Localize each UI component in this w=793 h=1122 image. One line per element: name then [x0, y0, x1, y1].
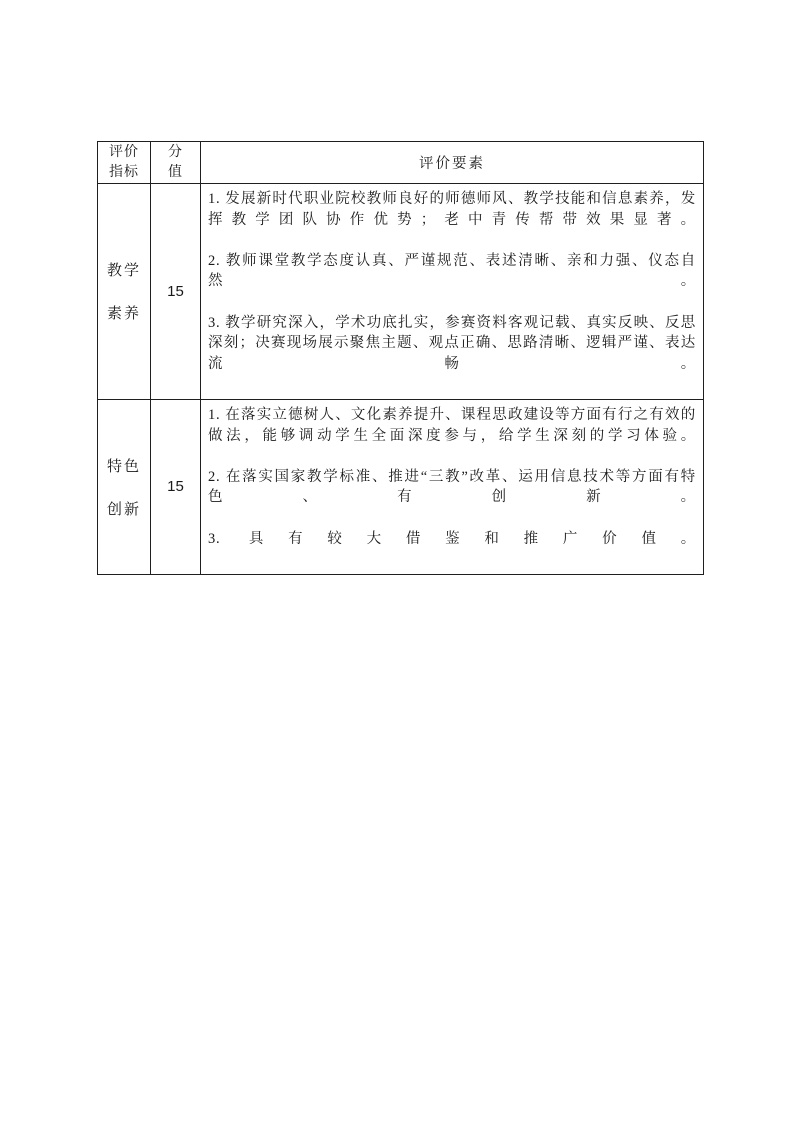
indicator-words	[98, 259, 150, 323]
indicator-cell-teaching-literacy	[98, 184, 151, 400]
table-header-row	[98, 142, 704, 184]
indicator-word: 素养	[106, 306, 141, 323]
elements-cell	[201, 184, 704, 400]
table-row-distinctive-innovation	[98, 399, 704, 574]
table-row-teaching-literacy	[98, 184, 704, 400]
indicator-word: 特色	[106, 458, 141, 475]
element-item: 2. 教师课堂教学态度认真、严谨规范、表述清晰、亲和力强、仪态自然。	[208, 252, 696, 290]
header-score-line2: 值	[168, 164, 183, 180]
indicator-cell-distinctive-innovation	[98, 399, 151, 574]
indicator-words	[98, 455, 150, 519]
header-cell-score	[151, 142, 201, 184]
score-cell: 15	[151, 184, 201, 400]
header-cell-indicator	[98, 142, 151, 184]
element-item: 3. 具有较大借鉴和推广价值。	[208, 530, 696, 547]
indicator-word: 教学	[106, 263, 141, 280]
header-indicator-line2: 指标	[109, 164, 139, 180]
evaluation-table	[97, 141, 704, 575]
element-item: 3. 教学研究深入，学术功底扎实，参赛资料客观记载、真实反映、反思深刻；决赛现场展示聚焦主题、观点正确、思路清晰、逻辑严谨、表达流畅。	[208, 314, 696, 372]
element-item: 1. 在落实立德树人、文化素养提升、课程思政建设等方面有行之有效的做法，能够调动学生全面深度参与，给学生深刻的学习体验。	[208, 406, 696, 444]
header-indicator-line1: 评价	[109, 144, 139, 160]
header-score-line1: 分	[168, 144, 183, 160]
score-cell: 15	[151, 399, 201, 574]
elements-cell	[201, 399, 704, 574]
element-item: 1. 发展新时代职业院校教师良好的师德师风、教学技能和信息素养，发挥教学团队协作优势；老中青传帮带效果显著。	[208, 191, 696, 228]
header-cell-elements: 评价要素	[201, 142, 704, 184]
indicator-word: 创新	[106, 501, 141, 518]
element-item: 2. 在落实国家教学标准、推进“三教”改革、运用信息技术等方面有特色、有创新。	[208, 468, 696, 506]
